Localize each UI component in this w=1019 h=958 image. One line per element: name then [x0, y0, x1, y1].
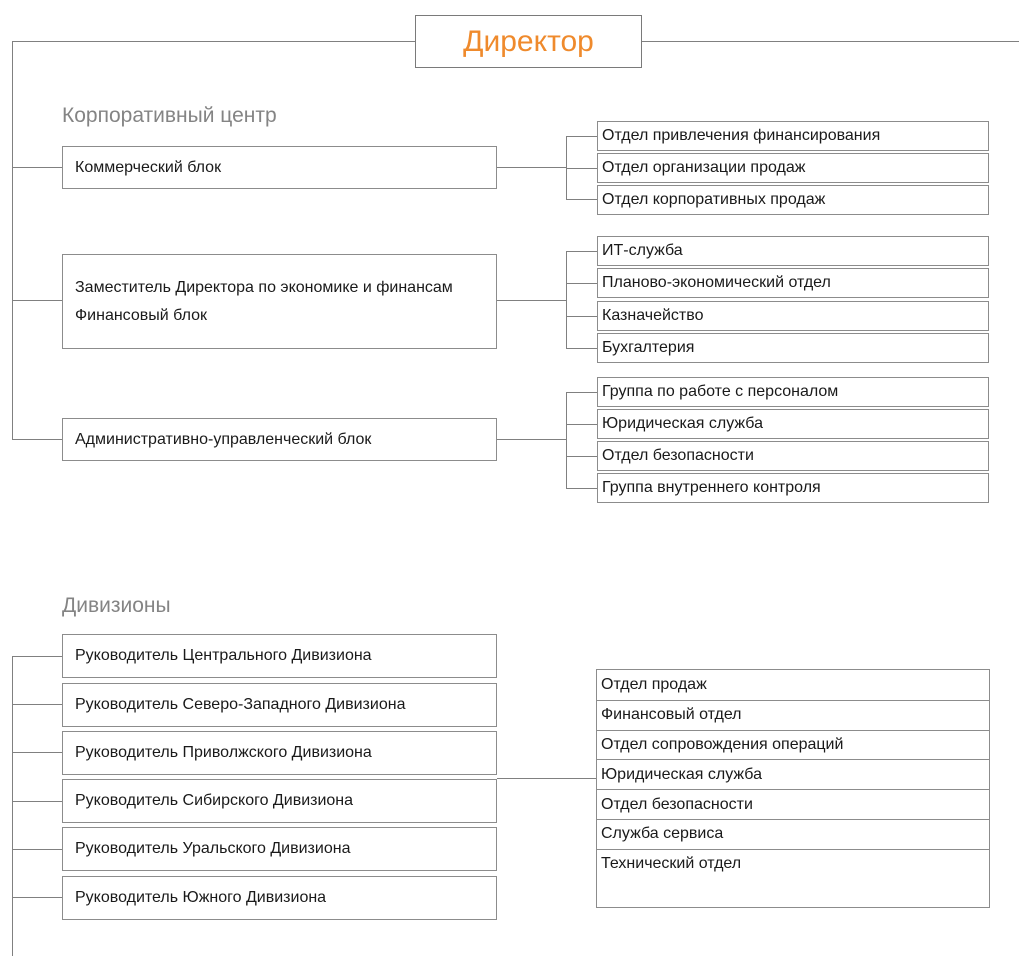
division-departments-list — [596, 669, 990, 908]
department-label: Планово-экономический отдел — [602, 274, 831, 291]
department-box — [597, 185, 989, 215]
list-item: Отдел продаж — [601, 675, 707, 693]
division-head-box — [62, 779, 497, 823]
department-label: Бухгалтерия — [602, 339, 695, 356]
department-label: Группа по работе с персоналом — [602, 383, 839, 400]
department-box — [597, 268, 989, 298]
department-box — [597, 153, 989, 183]
division-head-box — [62, 683, 497, 727]
department-box — [597, 409, 989, 439]
department-label: Отдел организации продаж — [602, 159, 806, 176]
department-label: Отдел безопасности — [602, 447, 754, 464]
list-item: Финансовый отдел — [597, 700, 989, 730]
commercial-block — [62, 146, 497, 189]
block-sublabel: Финансовый блок — [75, 306, 207, 324]
department-label: Юридическая служба — [602, 415, 763, 432]
division-head-box — [62, 634, 497, 678]
divisions-heading: Дивизионы — [62, 594, 171, 617]
department-box — [597, 236, 989, 266]
list-item: Юридическая служба — [597, 759, 989, 789]
department-label: Отдел корпоративных продаж — [602, 191, 826, 208]
division-head-label: Руководитель Приволжского Дивизиона — [75, 744, 372, 761]
department-label: ИТ-служба — [602, 242, 683, 259]
division-head-box — [62, 827, 497, 871]
administrative-block — [62, 418, 497, 461]
department-box — [597, 333, 989, 363]
director-box — [415, 15, 642, 68]
block-label: Заместитель Директора по экономике и финансам — [75, 278, 453, 296]
list-item: Отдел сопровождения операций — [597, 730, 989, 760]
division-head-box — [62, 731, 497, 775]
division-head-box — [62, 876, 497, 920]
finance-block — [62, 254, 497, 349]
block-label: Административно-управленческий блок — [75, 430, 372, 448]
division-head-label: Руководитель Центрального Дивизиона — [75, 647, 372, 664]
department-box — [597, 121, 989, 151]
department-label: Отдел привлечения финансирования — [602, 127, 881, 144]
division-head-label: Руководитель Уральского Дивизиона — [75, 840, 351, 857]
list-item: Служба сервиса — [597, 819, 989, 849]
department-label: Группа внутреннего контроля — [602, 479, 821, 496]
department-box — [597, 301, 989, 331]
division-head-label: Руководитель Южного Дивизиона — [75, 889, 327, 906]
department-box — [597, 377, 989, 407]
department-box — [597, 441, 989, 471]
division-head-label: Руководитель Сибирского Дивизиона — [75, 792, 354, 809]
division-head-label: Руководитель Северо-Западного Дивизиона — [75, 696, 406, 713]
corporate-center-heading: Корпоративный центр — [62, 104, 277, 127]
list-item: Технический отдел — [597, 849, 989, 879]
department-label: Казначейство — [602, 307, 704, 324]
director-title: Директор — [463, 24, 594, 58]
block-label: Коммерческий блок — [75, 158, 222, 176]
department-box — [597, 473, 989, 503]
list-item: Отдел безопасности — [597, 789, 989, 819]
